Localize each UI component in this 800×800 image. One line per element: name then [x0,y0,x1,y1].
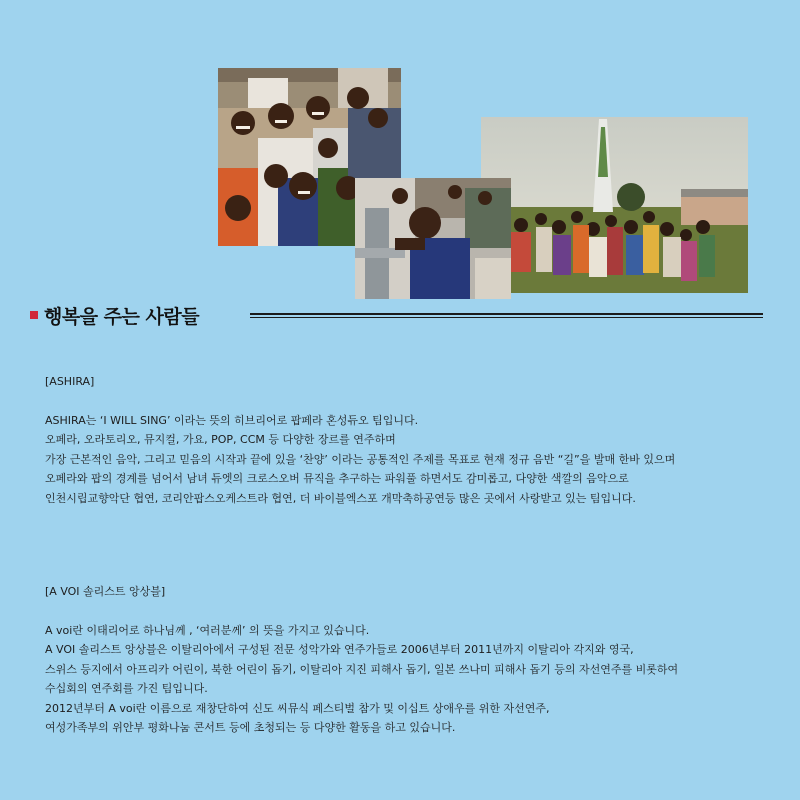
avoi-line: 수십회의 연주회를 가진 팀입니다. [45,682,208,695]
boy-drinking-water-photo [355,178,511,299]
avoi-line: 스위스 등지에서 아프리카 어린이, 북한 어린이 돕기, 이탈리아 지진 피해사 돕기, 일본 쓰나미 피해사 돕기 등의 자선연주를 비롯하여 [45,662,679,676]
section-bullet [30,311,38,319]
section-header [30,302,765,332]
ashira-line: ASHIRA는 ‘I WILL SING’ 이라는 뜻의 히브리어로 팝페라 혼성듀오 팀입니다. [45,413,419,427]
avoi-line: 2012년부터 A voi란 이름으로 재창단하여 신도 씨뮤식 페스티벌 참가 및 이십트 상애우를 위한 자선연주, [45,701,550,715]
section-title: 행복을 주는 사람들 [44,306,200,328]
section-divider-thin [250,317,763,318]
crowd-well-tower-photo [481,117,748,293]
ashira-line: 오페라, 오라토리오, 뮤지컬, 가요, POP, CCM 등 다양한 장르를 연주하며 [45,433,396,446]
section-divider-thick [250,313,763,315]
avoi-line: 여성가족부의 위안부 평화나눔 콘서트 등에 초청되는 등 다양한 활동을 하고 있습니다. [45,721,456,734]
avoi-section [45,582,765,738]
ashira-line: 가장 근본적인 음악, 그리고 믿음의 시작과 끝에 있을 ‘찬양’ 이라는 공통적인 주제를 목표로 현재 정규 음반 “길”을 발매 한바 있으며 [45,452,676,466]
avoi-line: A voi란 이태리어로 하나님께 , ‘여러분께’ 의 뜻을 가지고 있습니다. [45,623,370,637]
avoi-heading: [A VOI 솔리스트 앙상블] [45,585,166,598]
ashira-line: 오페라와 팝의 경계를 넘어서 남녀 듀엣의 크로스오버 뮤직을 추구하는 파워풀 하면서도 감미롭고, 다양한 색깔의 음악으로 [45,472,629,485]
ashira-section [45,372,765,508]
ashira-heading: [ASHIRA] [45,375,95,388]
ashira-line: 인천시립교향악단 협연, 코리안팝스오케스트라 협연, 더 바이블엑스포 개막축하공연등 많은 곳에서 사랑받고 있는 팀입니다. [45,491,636,505]
avoi-line: A VOI 솔리스트 앙상블은 이탈리아에서 구성된 전문 성악가와 연주가들로 2006년부터 2011년까지 이탈리아 각지와 영국, [45,643,634,656]
